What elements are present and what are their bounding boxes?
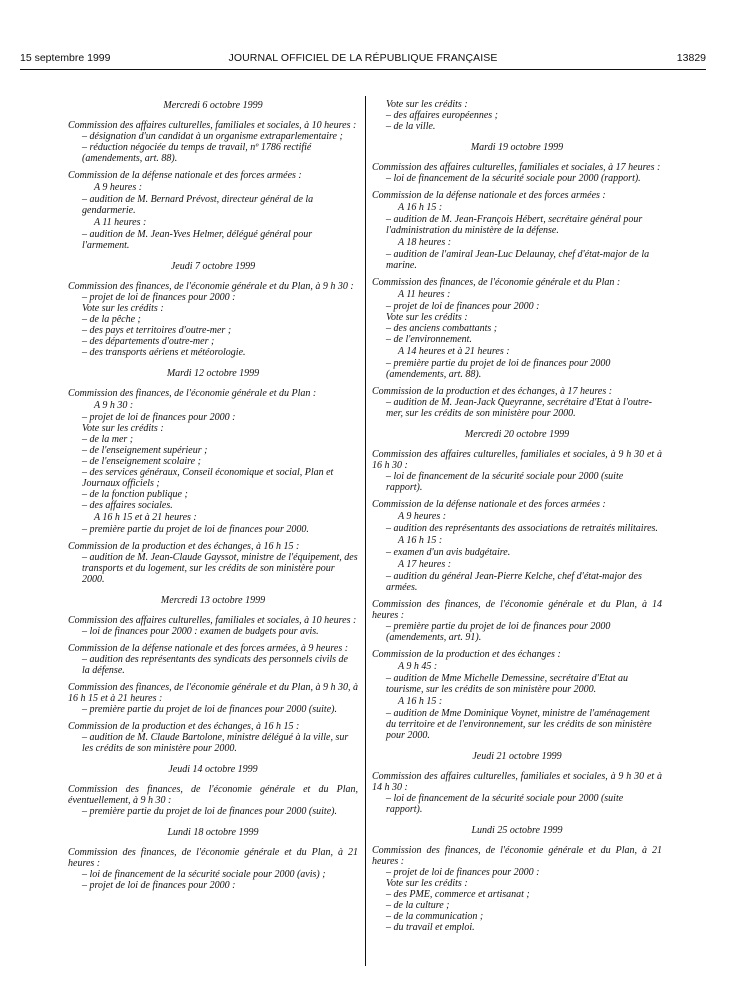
day-heading: Mercredi 6 octobre 1999 — [163, 100, 263, 111]
commission-name: Commission des finances, de l'économie générale et du Plan, à 21 heures : — [372, 845, 662, 867]
commission-name: Commission de la production et des échanges, à 17 heures : — [372, 386, 613, 397]
agenda-item: – audition de l'amiral Jean-Luc Delaunay, chef d'état-major de la marine. — [386, 249, 650, 271]
commission-block — [68, 120, 358, 164]
commission-name: Commission de la production et des échanges : — [372, 649, 561, 660]
day-section — [68, 100, 358, 251]
session-time: A 9 heures : — [398, 511, 447, 522]
commission-block — [68, 281, 358, 358]
agenda-item: – audition de Mme Dominique Voynet, ministre de l'aménagement du territoire et de l'environnement, sur les crédits de son ministère pour 2000. — [386, 708, 652, 741]
session-time: A 11 heures : — [94, 217, 147, 228]
commission-name: Commission de la défense nationale et des forces armées : — [372, 499, 606, 510]
agenda-item: – première partie du projet de loi de finances pour 2000 (amendements, art. 91). — [386, 621, 611, 643]
agenda-item: – audition de M. Jean-Yves Helmer, délégué général pour l'armement. — [82, 229, 313, 251]
day-section — [372, 142, 662, 419]
commission-name: Commission des affaires culturelles, familiales et sociales, à 9 h 30 et à 16 h 30 : — [372, 449, 662, 471]
agenda-item: – audition de M. Jean-François Hébert, secrétaire général pour l'administration du ministère de la défense. — [386, 214, 643, 236]
day-section — [68, 827, 358, 891]
agenda-item: – de la ville. — [386, 121, 436, 132]
agenda-item: – examen d'un avis budgétaire. — [386, 547, 511, 558]
agenda-item: – des services généraux, Conseil économique et social, Plan et Journaux officiels ; — [82, 467, 334, 489]
agenda-item: – audition de M. Bernard Prévost, directeur général de la gendarmerie. — [82, 194, 314, 216]
agenda-item: – de la communication ; — [386, 911, 484, 922]
issue-date: 15 septembre 1999 — [20, 52, 111, 64]
agenda-item: – première partie du projet de loi de finances pour 2000 (suite). — [82, 704, 337, 715]
agenda-item: Vote sur les crédits : — [386, 878, 468, 889]
commission-name: Commission de la défense nationale et des forces armées : — [68, 170, 302, 181]
session-time: A 16 h 15 : — [398, 202, 443, 213]
day-section — [372, 429, 662, 741]
agenda-item: – projet de loi de finances pour 2000 : — [82, 292, 236, 303]
day-section — [372, 99, 662, 132]
session-time: A 16 h 15 : — [398, 696, 443, 707]
agenda-item: – des transports aériens et météorologie. — [82, 347, 246, 358]
session-time: A 16 h 15 : — [398, 535, 443, 546]
page-header — [20, 52, 706, 68]
commission-name: Commission des affaires culturelles, familiales et sociales, à 9 h 30 et à 14 h 30 : — [372, 771, 662, 793]
agenda-item: – projet de loi de finances pour 2000 : — [386, 301, 540, 312]
journal-title: JOURNAL OFFICIEL DE LA RÉPUBLIQUE FRANÇAISE — [228, 52, 498, 64]
commission-name: Commission de la production et des échanges, à 16 h 15 : — [68, 721, 300, 732]
day-section — [372, 751, 662, 815]
day-section — [372, 825, 662, 933]
agenda-item: – audition de Mme Michelle Demessine, secrétaire d'Etat au tourisme, sur les crédits de son ministère pour 2000. — [386, 673, 628, 695]
commission-name: Commission des finances, de l'économie générale et du Plan : — [372, 277, 621, 288]
header-rule — [20, 69, 706, 70]
agenda-item: – de la culture ; — [386, 900, 450, 911]
commission-block — [68, 784, 358, 817]
day-heading: Jeudi 14 octobre 1999 — [168, 764, 258, 775]
agenda-item: – des départements d'outre-mer ; — [82, 336, 215, 347]
commission-block — [68, 170, 358, 251]
agenda-item: – audition de M. Claude Bartolone, ministre délégué à la ville, sur les crédits de son ministère pour 2000. — [82, 732, 349, 754]
day-heading: Lundi 25 octobre 1999 — [471, 825, 563, 836]
agenda-item: – de l'enseignement supérieur ; — [82, 445, 208, 456]
commission-block — [372, 99, 662, 132]
day-section — [68, 261, 358, 358]
agenda-item: – projet de loi de finances pour 2000 : — [386, 867, 540, 878]
commission-name: Commission des finances, de l'économie générale et du Plan, à 9 h 30 : — [68, 281, 354, 292]
day-section — [68, 595, 358, 754]
agenda-item: – des affaires européennes ; — [386, 110, 499, 121]
agenda-item: – désignation d'un candidat à un organisme extraparlementaire ; — [82, 131, 343, 142]
commission-block — [68, 643, 358, 676]
agenda-item: – des PME, commerce et artisanat ; — [386, 889, 530, 900]
agenda-item: – loi de financement de la sécurité sociale pour 2000 (suite rapport). — [386, 471, 624, 493]
agenda-item: – de l'enseignement scolaire ; — [82, 456, 201, 467]
commission-name: Commission des affaires culturelles, familiales et sociales, à 10 heures : — [68, 615, 357, 626]
agenda-item: Vote sur les crédits : — [386, 99, 468, 110]
agenda-item: – de l'environnement. — [386, 334, 472, 345]
commission-block — [68, 682, 358, 715]
agenda-item: – de la fonction publique ; — [82, 489, 188, 500]
agenda-item: – loi de financement de la sécurité sociale pour 2000 (rapport). — [386, 173, 641, 184]
right-column — [372, 99, 662, 939]
day-heading: Jeudi 7 octobre 1999 — [170, 261, 256, 272]
commission-name: Commission de la défense nationale et des forces armées : — [372, 190, 606, 201]
session-time: A 18 heures : — [398, 237, 452, 248]
agenda-item: – audition de M. Jean-Jack Queyranne, secrétaire d'Etat à l'outre-mer, sur les crédits de son ministère pour 2000. — [386, 397, 652, 419]
agenda-item: – des pays et territoires d'outre-mer ; — [82, 325, 232, 336]
agenda-item: – projet de loi de finances pour 2000 : — [82, 412, 236, 423]
agenda-item: – audition des représentants des associations de retraités militaires. — [386, 523, 658, 534]
commission-block — [68, 388, 358, 535]
commission-name: Commission des finances, de l'économie générale et du Plan : — [68, 388, 317, 399]
day-heading: Mardi 12 octobre 1999 — [166, 368, 260, 379]
agenda-item: – audition de M. Jean-Claude Gayssot, ministre de l'équipement, des transports et du logement, sur les crédits de son ministère pour 2000. — [82, 552, 358, 585]
commission-block — [68, 847, 358, 891]
session-time: A 17 heures : — [398, 559, 452, 570]
commission-name: Commission des finances, de l'économie générale et du Plan, à 21 heures : — [68, 847, 358, 869]
agenda-item: Vote sur les crédits : — [82, 303, 164, 314]
session-time: A 9 h 30 : — [94, 400, 134, 411]
agenda-item: – loi de financement de la sécurité sociale pour 2000 (avis) ; — [82, 869, 326, 880]
commission-block — [372, 845, 662, 933]
commission-block — [372, 599, 662, 643]
agenda-item: – de la mer ; — [82, 434, 134, 445]
day-heading: Jeudi 21 octobre 1999 — [472, 751, 562, 762]
session-time: A 9 heures : — [94, 182, 143, 193]
agenda-item: Vote sur les crédits : — [386, 312, 468, 323]
agenda-item: Vote sur les crédits : — [82, 423, 164, 434]
agenda-item: – projet de loi de finances pour 2000 : — [82, 880, 236, 891]
commission-name: Commission des affaires culturelles, familiales et sociales, à 17 heures : — [372, 162, 661, 173]
commission-block — [372, 771, 662, 815]
commission-name: Commission des finances, de l'économie générale et du Plan, éventuellement, à 9 h 30 : — [68, 784, 358, 806]
agenda-item: – première partie du projet de loi de finances pour 2000 (amendements, art. 88). — [386, 358, 611, 380]
commission-name: Commission de la défense nationale et des forces armées, à 9 heures : — [68, 643, 349, 654]
agenda-item: – réduction négociée du temps de travail, nº 1786 rectifié (amendements, art. 88). — [82, 142, 312, 164]
page-number: 13829 — [676, 52, 706, 64]
agenda-item: – loi de finances pour 2000 : examen de budgets pour avis. — [82, 626, 319, 637]
session-time: A 11 heures : — [398, 289, 451, 300]
commission-name: Commission des finances, de l'économie générale et du Plan, à 14 heures : — [372, 599, 662, 621]
day-section — [68, 764, 358, 817]
commission-name: Commission des affaires culturelles, familiales et sociales, à 10 heures : — [68, 120, 357, 131]
agenda-item: – du travail et emploi. — [386, 922, 475, 933]
left-column — [68, 100, 358, 897]
day-section — [68, 368, 358, 585]
commission-name: Commission de la production et des échanges, à 16 h 15 : — [68, 541, 300, 552]
day-heading: Mercredi 13 octobre 1999 — [160, 595, 266, 606]
commission-block — [372, 449, 662, 493]
agenda-item: – des affaires sociales. — [82, 500, 173, 511]
agenda-item: – première partie du projet de loi de finances pour 2000. — [82, 524, 309, 535]
agenda-item: – audition des représentants des syndicats des personnels civils de la défense. — [82, 654, 348, 676]
day-heading: Mardi 19 octobre 1999 — [470, 142, 564, 153]
agenda-item: – première partie du projet de loi de finances pour 2000 (suite). — [82, 806, 337, 817]
day-heading: Mercredi 20 octobre 1999 — [464, 429, 570, 440]
agenda-item: – loi de financement de la sécurité sociale pour 2000 (suite rapport). — [386, 793, 624, 815]
agenda-item: – de la pêche ; — [82, 314, 141, 325]
session-time: A 14 heures et à 21 heures : — [398, 346, 510, 357]
commission-block — [68, 541, 358, 585]
commission-block — [372, 386, 662, 419]
commission-block — [68, 615, 358, 637]
agenda-item: – des anciens combattants ; — [386, 323, 498, 334]
commission-block — [372, 162, 662, 184]
commission-block — [68, 721, 358, 754]
commission-block — [372, 499, 662, 593]
commission-block — [372, 277, 662, 380]
day-heading: Lundi 18 octobre 1999 — [167, 827, 259, 838]
column-divider — [365, 96, 366, 966]
session-time: A 16 h 15 et à 21 heures : — [94, 512, 197, 523]
session-time: A 9 h 45 : — [398, 661, 438, 672]
commission-block — [372, 649, 662, 741]
agenda-item: – audition du général Jean-Pierre Kelche, chef d'état-major des armées. — [386, 571, 642, 593]
commission-name: Commission des finances, de l'économie générale et du Plan, à 9 h 30, à 16 h 15 et à 21 heures : — [68, 682, 358, 704]
commission-block — [372, 190, 662, 271]
